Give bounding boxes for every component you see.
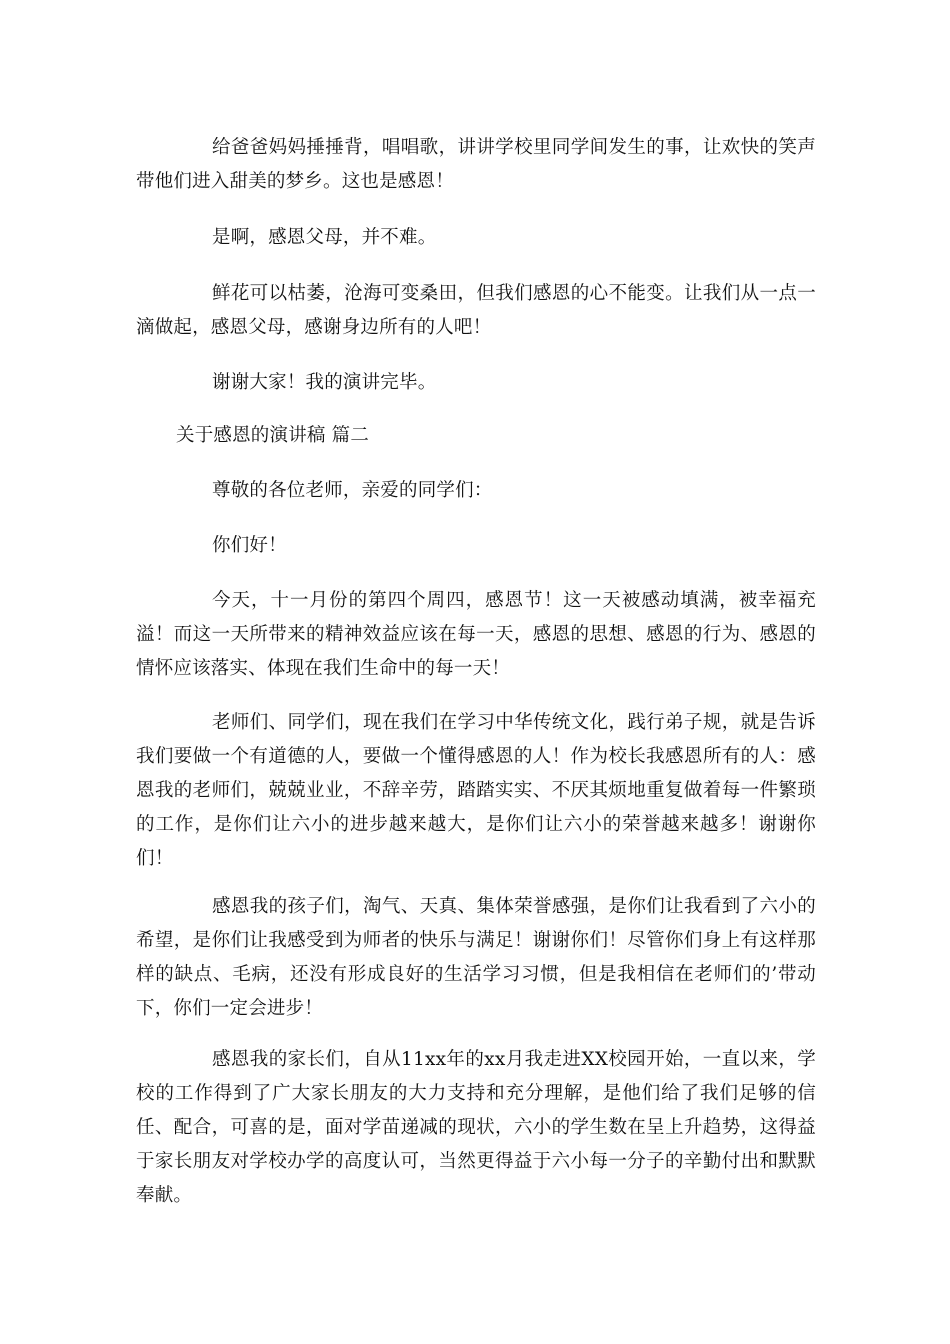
paragraph-3: 鲜花可以枯萎，沧海可变桑田，但我们感恩的心不能变。让我们从一点一滴做起，感恩父母，感谢身边所有的人吧！ (136, 283, 816, 338)
paragraph-1: 给爸爸妈妈捶捶背，唱唱歌，讲讲学校里同学间发生的事，让欢快的笑声带他们进入甜美的梦乡。这也是感恩！ (136, 137, 816, 192)
paragraph-7: 今天，十一月份的第四个周四，感恩节！这一天被感动填满，被幸福充溢！而这一天所带来的精神效益应该在每一天，感恩的思想、感恩的行为、感恩的情怀应该落实、体现在我们生命中的每一天！ (136, 590, 816, 679)
paragraph-8: 老师们、同学们，现在我们在学习中华传统文化，践行弟子规，就是告诉我们要做一个有道德的人，要做一个懂得感恩的人！作为校长我感恩所有的人：感恩我的老师们，兢兢业业，不辞辛劳，踏踏实实、不厌其烦地重复做着每一件繁琐的工作，是你们让六小的进步越来越大，是你们让六小的荣誉越来越多！谢谢你们！ (136, 712, 816, 869)
paragraph-10: 感恩我的家长们，自从11xx年的xx月我走进XX校园开始，一直以来，学校的工作得到了广大家长朋友的大力支持和充分理解，是他们给了我们足够的信任、配合，可喜的是，面对学苗递减的现状，六小的学生数在呈上升趋势，这得益于家长朋友对学校办学的高度认可，当然更得益于六小每一分子的辛勤付出和默默奉献。 (136, 1049, 816, 1206)
paragraph-6: 你们好！ (212, 535, 287, 556)
paragraph-9: 感恩我的孩子们，淘气、天真、集体荣誉感强，是你们让我看到了六小的希望，是你们让我感受到为师者的快乐与满足！谢谢你们！尽管你们身上有这样那样的缺点、毛病，还没有形成良好的生活学习习惯，但是我相信在老师们的’带动下，你们一定会进步！ (136, 896, 816, 1019)
paragraph-4: 谢谢大家！我的演讲完毕。 (212, 372, 437, 393)
paragraph-5: 尊敬的各位老师，亲爱的同学们： (212, 480, 493, 501)
paragraph-2: 是啊，感恩父母，并不难。 (212, 227, 437, 248)
section-heading: 关于感恩的演讲稿 篇二 (176, 425, 370, 446)
